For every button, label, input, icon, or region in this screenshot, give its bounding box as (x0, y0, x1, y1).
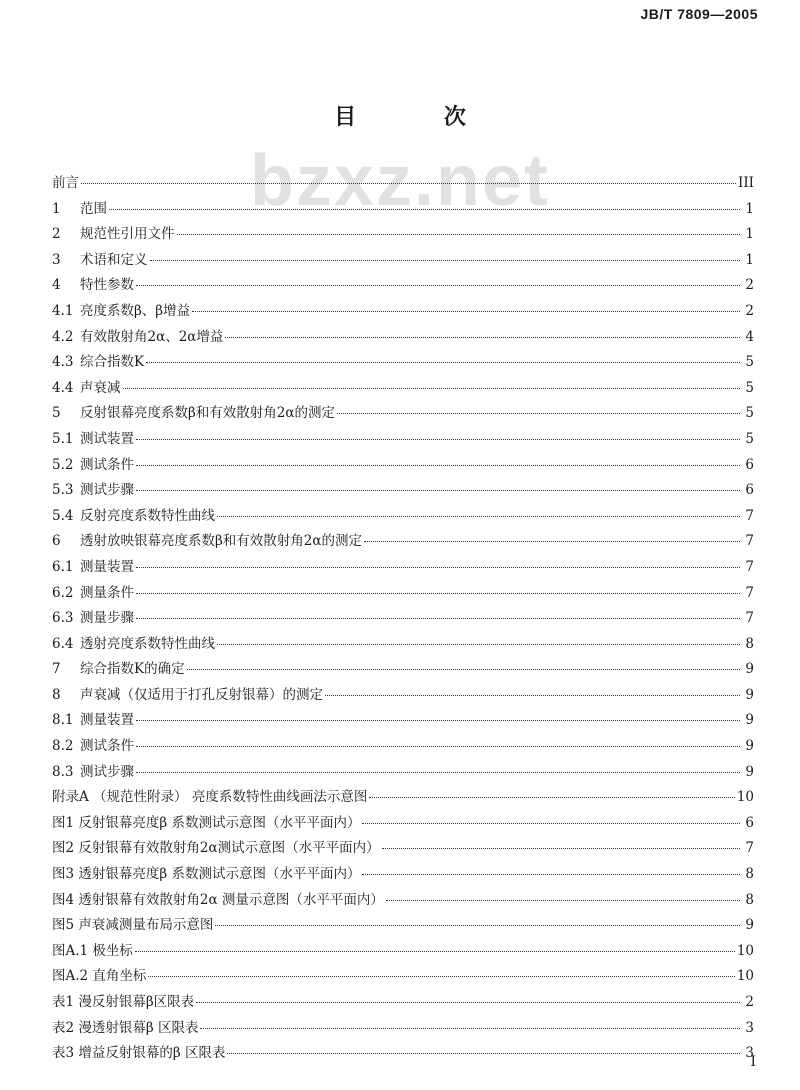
toc-entry-title: 测试条件 (80, 456, 134, 473)
toc-leader-dots (136, 465, 740, 466)
toc-entry-number: 6 (52, 533, 61, 550)
toc-entry-title: 表3 增益反射银幕的β 区限表 (52, 1045, 226, 1062)
toc-entry-number: 6.4 (52, 635, 74, 652)
toc-entry-title: 表2 漫透射银幕β 区限表 (52, 1019, 199, 1036)
table-of-contents (52, 171, 754, 1067)
toc-entry-title: 亮度系数β、β增益 (80, 302, 191, 319)
toc-entry-title: 反射银幕亮度系数β和有效散射角2α的测定 (80, 405, 336, 422)
toc-entry-title: 声衰减 (80, 379, 121, 396)
toc-entry-number: 6.2 (52, 584, 74, 601)
toc-entry-number: 5.1 (52, 430, 74, 447)
toc-entry-number: 4.2 (52, 328, 74, 345)
standard-number: JB/T 7809—2005 (640, 6, 758, 22)
toc-entry-number: 8.2 (52, 738, 74, 755)
toc-entry-page: 9 (745, 917, 754, 934)
toc-entry-page: 7 (745, 558, 754, 575)
toc-entry-number: 2 (52, 226, 61, 243)
toc-entry-title: 表1 漫反射银幕β区限表 (52, 994, 195, 1010)
toc-entry-title: 声衰减（仅适用于打孔反射银幕）的测定 (80, 686, 323, 703)
toc-leader-dots (187, 669, 740, 670)
toc-entry-page: 5 (745, 405, 754, 422)
watermark: bzxz.net (249, 141, 551, 221)
toc-leader-dots (386, 900, 740, 901)
toc-leader-dots (109, 209, 740, 210)
toc-leader-dots (146, 362, 740, 363)
toc-leader-dots (362, 823, 740, 824)
toc-leader-dots (136, 593, 740, 594)
toc-entry-page: 9 (745, 712, 754, 729)
toc-leader-dots (325, 695, 740, 696)
toc-entry[interactable] (52, 785, 754, 811)
toc-leader-dots (123, 388, 741, 389)
toc-entry[interactable] (52, 939, 754, 965)
toc-leader-dots (200, 1028, 740, 1029)
toc-entry-number: 8.3 (52, 763, 74, 780)
toc-entry[interactable] (52, 299, 754, 325)
toc-entry[interactable] (52, 273, 754, 299)
toc-leader-dots (136, 567, 740, 568)
toc-entry-page: 7 (745, 840, 754, 857)
toc-leader-dots (192, 311, 740, 312)
toc-entry-page: 9 (745, 738, 754, 755)
toc-entry[interactable] (52, 683, 754, 709)
toc-entry-title: 附录A （规范性附录） 亮度系数特性曲线画法示意图 (52, 789, 368, 806)
toc-entry-page: 5 (745, 430, 754, 447)
toc-entry-title: 测量步骤 (80, 610, 134, 627)
toc-entry-page: 7 (745, 533, 754, 550)
toc-entry-title: 图1 反射银幕亮度β 系数测试示意图（水平平面内） (52, 814, 361, 831)
toc-entry-page: 3 (745, 1045, 754, 1062)
toc-entry-number: 4.4 (52, 379, 74, 396)
toc-entry[interactable] (52, 708, 754, 734)
toc-leader-dots (136, 618, 740, 619)
toc-entry-number: 6.3 (52, 610, 74, 627)
toc-entry[interactable] (52, 990, 754, 1016)
toc-entry-title: 图3 透射银幕亮度β 系数测试示意图（水平平面内） (52, 866, 361, 883)
toc-entry-number: 6.1 (52, 558, 74, 575)
toc-entry[interactable] (52, 581, 754, 607)
toc-entry-title: 测量装置 (80, 558, 134, 575)
toc-entry[interactable] (52, 555, 754, 581)
toc-entry-page: 7 (745, 584, 754, 601)
toc-entry-title: 综合指数K的确定 (80, 661, 185, 678)
toc-entry-title: 测量装置 (80, 712, 134, 729)
toc-entry[interactable] (52, 913, 754, 939)
toc-entry-number: 7 (52, 661, 61, 678)
toc-leader-dots (81, 183, 736, 184)
toc-entry-number: 5.2 (52, 456, 74, 473)
toc-entry-page: 9 (745, 661, 754, 678)
toc-entry-title: 综合指数K (80, 354, 145, 371)
toc-leader-dots (177, 234, 741, 235)
toc-entry-title: 透射亮度系数特性曲线 (80, 635, 215, 652)
toc-entry[interactable] (52, 504, 754, 530)
toc-entry[interactable] (52, 453, 754, 479)
toc-entry-title: 特性参数 (80, 277, 134, 294)
toc-leader-dots (136, 439, 740, 440)
toc-entry[interactable] (52, 350, 754, 376)
toc-leader-dots (215, 925, 740, 926)
toc-entry[interactable] (52, 760, 754, 786)
page-number: I (750, 1054, 756, 1070)
toc-entry-title: 测量条件 (80, 584, 134, 601)
toc-entry-title: 图2 反射银幕有效散射角2α测试示意图（水平平面内） (52, 840, 380, 857)
toc-entry-number: 5.3 (52, 482, 74, 499)
toc-entry-number: 8.1 (52, 712, 74, 729)
toc-entry-number: 4.1 (52, 302, 74, 319)
toc-entry-title: 测试条件 (80, 738, 134, 755)
toc-entry[interactable] (52, 657, 754, 683)
toc-entry[interactable] (52, 401, 754, 427)
toc-entry-number: 4.3 (52, 354, 74, 371)
toc-entry-page: 9 (745, 686, 754, 703)
toc-entry-page: 6 (745, 456, 754, 473)
toc-entry-title: 规范性引用文件 (80, 226, 175, 243)
toc-entry-page: 8 (745, 891, 754, 908)
toc-entry-page: 8 (745, 635, 754, 652)
toc-entry-title: 图4 透射银幕有效散射角2α 测量示意图（水平平面内） (52, 891, 384, 908)
toc-entry-title: 测试步骤 (80, 482, 134, 499)
toc-entry-title: 有效散射角2α、2α增益 (80, 328, 224, 345)
toc-entry-page: 5 (745, 354, 754, 371)
toc-leader-dots (148, 976, 734, 977)
toc-leader-dots (136, 490, 740, 491)
toc-entry-page: 9 (745, 763, 754, 780)
toc-entry[interactable] (52, 811, 754, 837)
toc-entry-title: 图5 声衰减测量布局示意图 (52, 917, 214, 934)
toc-entry[interactable] (52, 888, 754, 914)
toc-entry[interactable] (52, 222, 754, 248)
toc-entry[interactable] (52, 1041, 754, 1067)
toc-leader-dots (382, 848, 740, 849)
toc-entry-title: 前言 (52, 175, 79, 191)
toc-entry[interactable] (52, 478, 754, 504)
toc-entry[interactable] (52, 734, 754, 760)
toc-entry-page: 10 (736, 942, 754, 959)
toc-leader-dots (217, 516, 740, 517)
toc-entry-page: 4 (745, 328, 754, 345)
toc-entry-page: 7 (745, 507, 754, 524)
toc-leader-dots (136, 746, 740, 747)
toc-leader-dots (225, 337, 740, 338)
toc-entry-page: 1 (745, 251, 754, 268)
toc-leader-dots (135, 951, 735, 952)
toc-entry[interactable] (52, 632, 754, 658)
toc-entry[interactable] (52, 529, 754, 555)
toc-entry-title: 图A.2 直角坐标 (52, 968, 147, 985)
toc-entry-page: 6 (745, 482, 754, 499)
toc-entry-number: 8 (52, 686, 61, 703)
toc-entry-number: 5 (52, 405, 61, 422)
toc-entry-page: 3 (745, 1019, 754, 1036)
toc-entry-page: 2 (745, 277, 754, 294)
toc-entry-title: 反射亮度系数特性曲线 (80, 507, 215, 524)
toc-entry-page: 2 (745, 302, 754, 319)
toc-entry[interactable] (52, 427, 754, 453)
toc-entry-page: 7 (745, 610, 754, 627)
toc-leader-dots (337, 413, 740, 414)
toc-entry[interactable] (52, 964, 754, 990)
toc-entry[interactable] (52, 862, 754, 888)
toc-leader-dots (196, 1002, 740, 1003)
toc-entry[interactable] (52, 376, 754, 402)
toc-leader-dots (150, 260, 741, 261)
toc-entry-page: 10 (736, 968, 754, 985)
toc-entry[interactable] (52, 836, 754, 862)
toc-leader-dots (364, 541, 740, 542)
toc-entry-number: 1 (52, 200, 61, 217)
toc-entry[interactable] (52, 606, 754, 632)
toc-entry[interactable] (52, 248, 754, 274)
toc-entry[interactable] (52, 171, 754, 197)
toc-entry-number: 3 (52, 251, 61, 268)
toc-entry-page: 1 (745, 200, 754, 217)
toc-entry[interactable] (52, 325, 754, 351)
toc-leader-dots (136, 720, 740, 721)
toc-entry-number: 4 (52, 277, 61, 294)
toc-leader-dots (362, 874, 740, 875)
toc-entry-page: 6 (745, 814, 754, 831)
toc-entry-title: 范围 (80, 200, 107, 217)
toc-leader-dots (136, 772, 740, 773)
toc-entry-title: 测试装置 (80, 430, 134, 447)
toc-entry-title: 测试步骤 (80, 763, 134, 780)
toc-leader-dots (136, 285, 740, 286)
toc-leader-dots (217, 644, 740, 645)
toc-entry-page: 10 (736, 789, 754, 806)
page-title: 目 次 (334, 104, 506, 130)
toc-entry[interactable] (52, 1016, 754, 1042)
toc-entry-page: 1 (745, 226, 754, 243)
toc-entry-page: 2 (745, 994, 754, 1010)
toc-entry-page: 8 (745, 866, 754, 883)
toc-entry-number: 5.4 (52, 507, 74, 524)
toc-entry-page: III (738, 175, 754, 191)
toc-entry-title: 图A.1 极坐标 (52, 942, 133, 959)
toc-entry-page: 5 (745, 379, 754, 396)
toc-leader-dots (369, 797, 734, 798)
toc-entry-title: 透射放映银幕亮度系数β和有效散射角2α的测定 (80, 533, 363, 550)
toc-entry-title: 术语和定义 (80, 251, 148, 268)
toc-entry[interactable] (52, 197, 754, 223)
toc-leader-dots (227, 1053, 740, 1054)
